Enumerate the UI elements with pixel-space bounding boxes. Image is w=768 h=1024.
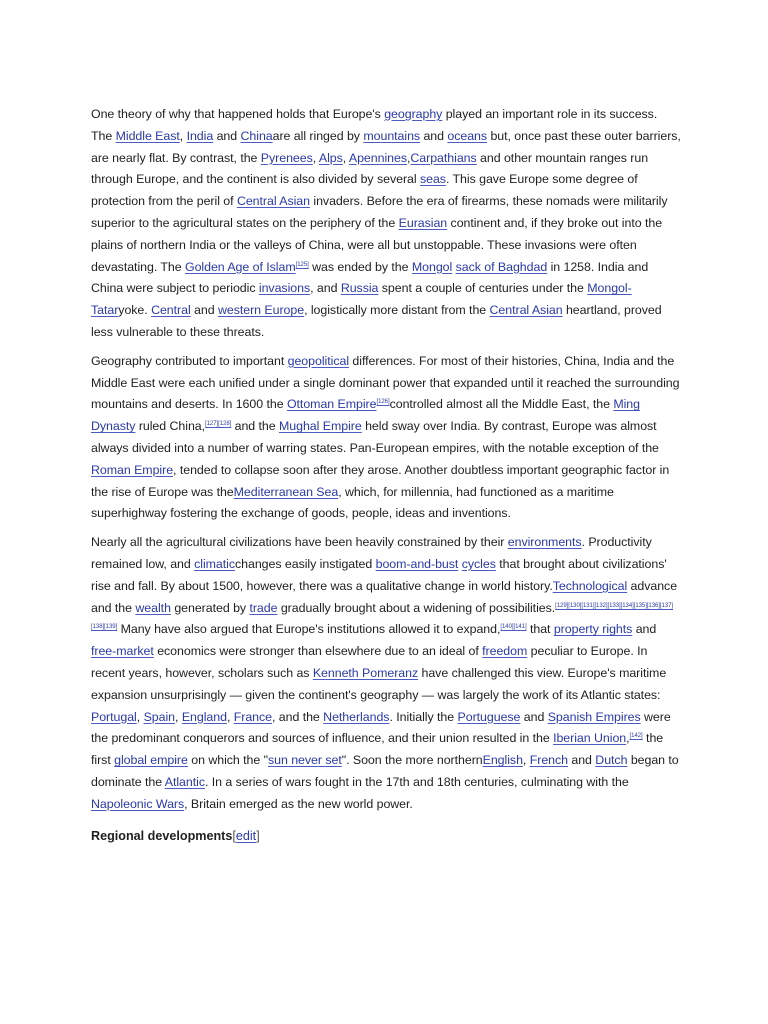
article-link[interactable]: free-market [91,644,154,659]
edit-bracket-close: ] [256,828,260,843]
citation-link[interactable]: [125] [295,261,309,268]
article-link[interactable]: Golden Age of Islam [184,259,296,274]
text-run: and the [231,419,280,434]
text-run: , tended to collapse soon after they arose. Another doubtless important geographic factor in the rise of Europe was the [91,462,670,499]
article-link[interactable]: sun never set [267,753,342,768]
article-link[interactable]: Central [151,303,191,318]
text-run: generated by [170,600,250,615]
text-run: , [406,150,411,165]
article-link[interactable]: Kenneth Pomeranz [312,665,419,680]
text-run: , [179,128,187,143]
text-run: , [312,150,319,165]
article-link[interactable]: Apennines [348,150,407,165]
article-link[interactable]: Pyrenees [260,150,313,165]
article-link[interactable]: invasions [258,281,311,296]
paragraph-3 [91,532,681,815]
text-run: , Britain emerged as the new world power. [184,796,413,811]
article-link[interactable]: cycles [461,556,496,571]
text-run: yoke. [118,303,152,318]
section-heading-title: Regional developments [91,828,233,843]
article-link[interactable]: Mongol [411,259,453,274]
article-link[interactable]: Dutch [595,753,628,768]
article-link[interactable]: Netherlands [323,709,390,724]
text-run: , and [310,281,341,296]
article-link[interactable]: Ottoman Empire [286,397,377,412]
article-link[interactable]: Mediterranean Sea [233,484,339,499]
text-run: and [213,128,241,143]
article-link[interactable]: Carpathians [410,150,477,165]
text-run: , [522,753,530,768]
citation-link[interactable]: [140][141] [500,624,527,631]
text-run: was ended by the [308,259,412,274]
text-run: began to dominate the [91,753,679,789]
text-run: and other mountain ranges run through Europe, and the continent is also divided by several [91,150,649,187]
article-link[interactable]: geopolitical [287,353,350,368]
article-link[interactable]: Portuguese [457,709,521,724]
text-run: and [567,753,596,768]
article-link[interactable]: climatic [194,556,236,571]
article-link[interactable]: Roman Empire [91,462,174,477]
text-run: . Productivity remained low, and [91,535,652,571]
article-link[interactable]: global empire [114,753,188,768]
article-link[interactable]: geography [384,107,443,121]
article-link[interactable]: freedom [482,644,528,659]
article-link[interactable]: Mughal Empire [279,419,362,434]
text-run: . In a series of wars fought in the 17th and 18th centuries, culminating with the [204,774,629,789]
article-link[interactable]: Spanish Empires [547,709,641,724]
text-run: ruled China, [135,419,206,434]
article-link[interactable]: western Europe [217,303,305,318]
text-run: One theory of why that happened holds that Europe's [91,107,385,121]
article-link[interactable]: environments [507,535,582,550]
text-run: Geography contributed to important [91,353,288,368]
text-run: , [175,709,182,724]
article-link[interactable]: Technological [552,578,628,593]
citation-link[interactable]: [127][128] [205,421,232,428]
text-run: advance and the [91,578,678,615]
article-link[interactable]: France [233,709,272,724]
citation-ref [376,399,389,405]
text-run: and [420,128,448,143]
text-run: , logistically more distant from the [304,303,490,318]
article-link[interactable]: Mongol-Tatar [91,281,632,318]
paragraph-2 [91,351,681,525]
text-run: Nearly all the agricultural civilizations have been heavily constrained by their [91,535,508,550]
text-run: have challenged this view. Europe's maritime expansion unsurprisingly — given the continent's geography — was largely the work of its Atlantic states: [91,665,667,702]
citation-link[interactable]: [126] [376,399,390,406]
text-run: continent and, if they broke out into the plains of northern India or the valleys of China, were all but unstoppable. These invasions were often devastating. The [91,215,663,274]
text-run: changes easily instigated [235,556,376,571]
article-link[interactable]: property rights [553,622,633,637]
text-run: , [626,731,630,746]
article-body [91,104,681,845]
article-link[interactable]: Central Asian [236,194,310,209]
article-link[interactable]: oceans [447,128,488,143]
article-link[interactable]: England [181,709,227,724]
article-link[interactable]: Russia [340,281,379,296]
paragraph-1 [91,104,681,344]
article-link[interactable]: India [186,128,214,143]
article-link[interactable]: trade [249,600,278,615]
text-run: . Initially the [389,709,458,724]
article-link[interactable]: Atlantic [164,774,205,789]
section-heading [91,827,681,845]
text-run: ". Soon the more northern [341,753,483,768]
article-link[interactable]: Alps [318,150,343,165]
article-link[interactable]: seas [419,172,446,187]
article-link[interactable]: China [240,128,273,143]
article-link[interactable]: Spain [143,709,176,724]
text-run: , [136,709,144,724]
text-run: spent a couple of centuries under the [378,281,588,296]
text-run: differences. For most of their histories, China, India and the Middle East were each unified under a single dominant power that expanded until it reached the surrounding mountains and deserts. In 1600 the [91,353,680,412]
article-link[interactable]: Napoleonic Wars [91,796,185,811]
section-edit [232,829,259,843]
text-run: controlled almost all the Middle East, the [389,397,614,412]
article-link[interactable]: French [529,753,568,768]
text-run: , and the [272,709,324,724]
text-run: gradually brought about a widening of possibilities. [277,600,556,615]
article-link[interactable]: Middle East [115,128,180,143]
citation-ref [630,733,643,739]
article-link[interactable]: Central Asian [489,303,563,318]
article-link[interactable]: sack of Baghdad [455,259,548,274]
text-run: and [520,709,548,724]
citation-link[interactable]: [129][130][131][132][133][134][135][136][137][138][139] [91,602,674,631]
text-run: and [632,622,657,637]
text-run: economics were stronger than elsewhere due to an ideal of [153,644,483,659]
citation-ref [296,262,309,268]
edit-bracket-open: [ [232,828,236,843]
text-run: in 1258. India and China were subject to periodic [91,259,649,296]
text-run: that [526,622,554,637]
citation-link[interactable]: [142] [629,733,643,740]
text-run: , [226,709,234,724]
text-run: the first [91,731,664,768]
text-run: and [190,303,218,318]
text-run: , which, for millennia, had functioned as a maritime superhighway fostering the exchange of goods, people, ideas and inventions. [91,484,614,521]
article-link[interactable]: wealth [135,600,171,615]
text-run: played an important role in its success. The [91,107,658,143]
text-run: , [342,150,349,165]
article-link[interactable]: Eurasian [398,215,448,230]
section-edit-link[interactable]: edit [235,828,257,843]
article-link[interactable]: boom-and-bust [375,556,459,571]
text-run: were the predominant conquerors and sources of influence, and their union resulted in the [91,709,671,746]
text-run: held sway over India. By contrast, Europe was almost always divided into a number of warring states. Pan-European empires, with the notable exception of the [91,419,659,455]
citation-ref [205,421,231,427]
article-link[interactable]: English [482,753,523,768]
citation-ref [500,624,526,630]
article-paragraphs [91,104,681,816]
article-link[interactable]: Iberian Union [553,731,627,746]
text-run: . This gave Europe some degree of protection from the peril of [91,172,638,209]
text-run: heartland, proved less vulnerable to these threats. [91,303,662,339]
article-link[interactable]: Portugal [91,709,137,724]
text-run: peculiar to Europe. In recent years, however, scholars such as [91,644,648,680]
text-run: are all ringed by [272,128,364,143]
text-run: invaders. Before the era of firearms, these nomads were militarily superior to the agricultural states on the periphery of the [91,194,668,230]
text-run: but, once past these outer barriers, are nearly flat. By contrast, the [91,128,681,165]
text-run: Many have also argued that Europe's institutions allowed it to expand, [117,622,501,637]
article-link[interactable]: Ming Dynasty [91,397,640,434]
text-run: that brought about civilizations' rise and fall. By about 1500, however, there was a qualitative change in world history. [91,556,667,593]
article-link[interactable]: mountains [363,128,421,143]
text-run: on which the " [187,753,268,768]
